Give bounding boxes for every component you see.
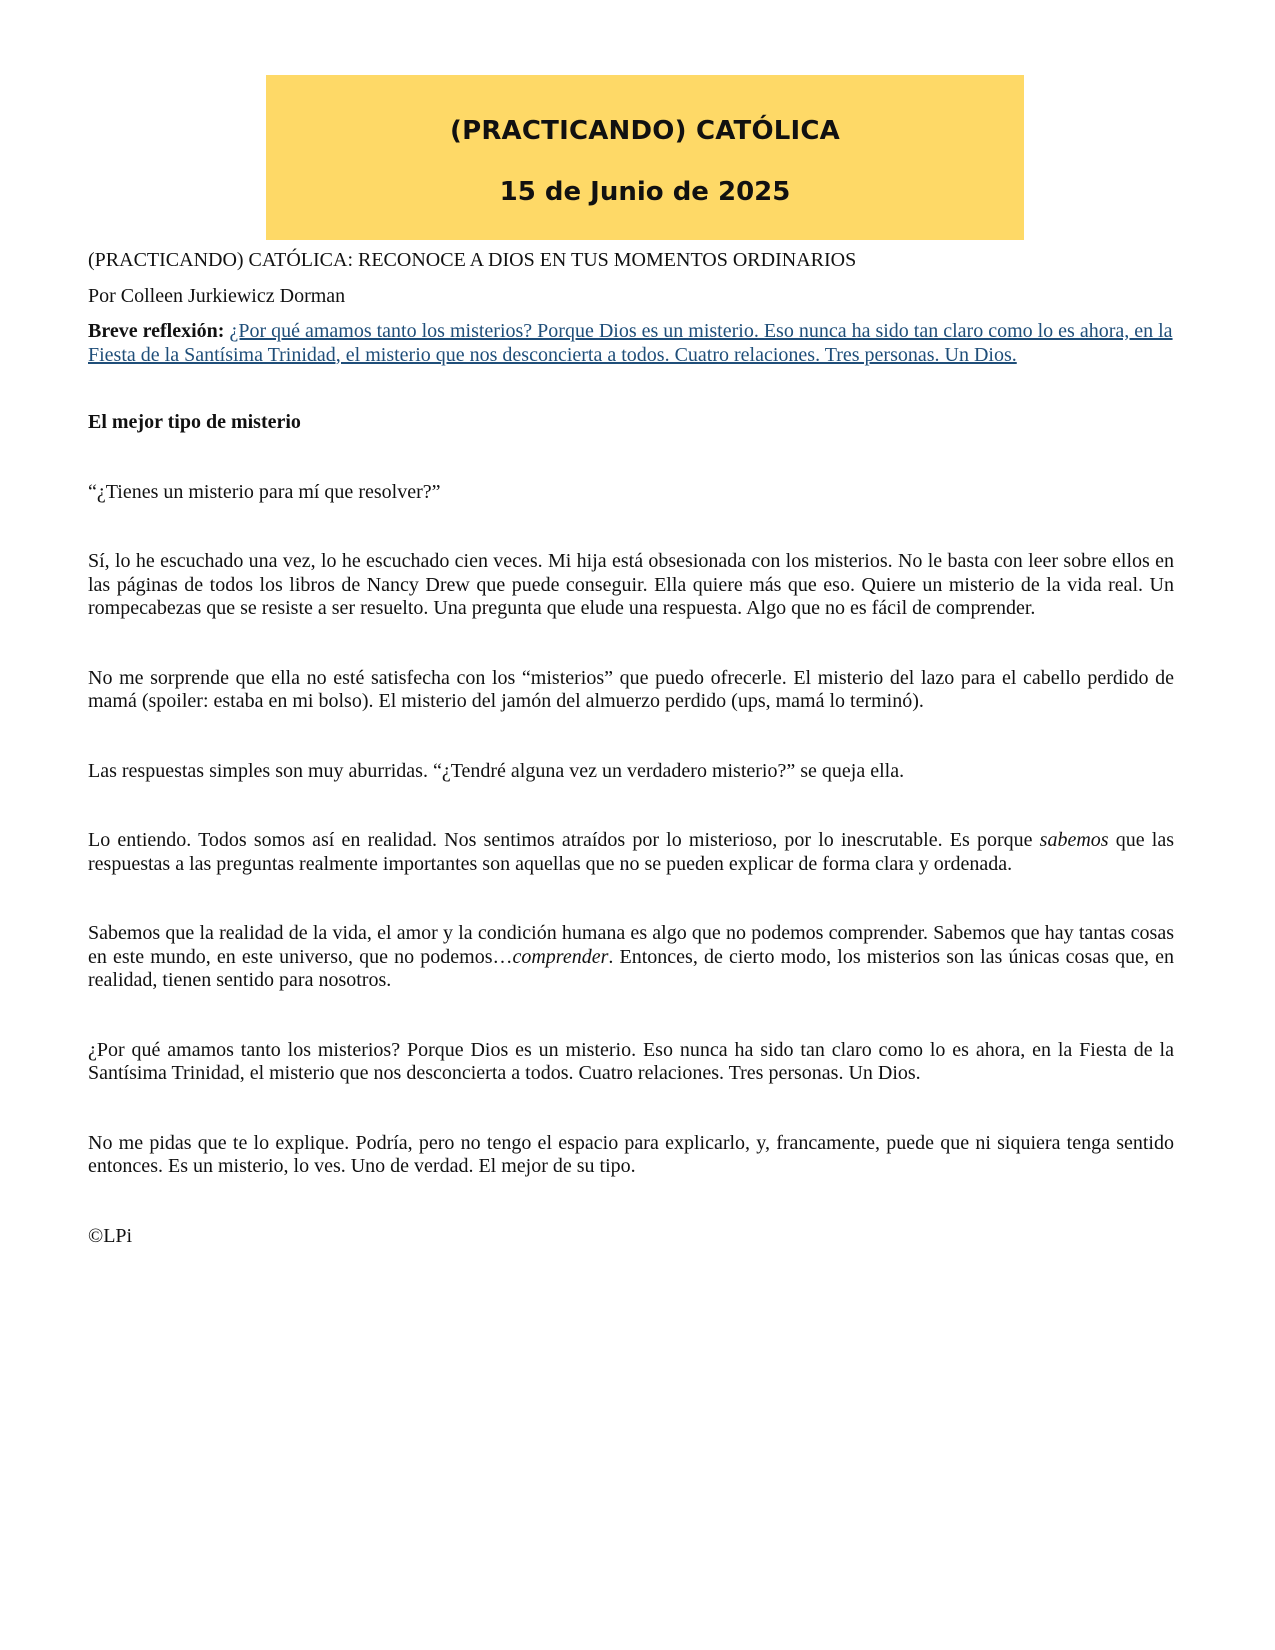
paragraph-5-text-b: . Entonces, de cierto modo, los misterios son las únicas cosas que, en realidad, tienen sentido para nosotros. (88, 945, 1175, 991)
paragraph-7: No me pidas que te lo explique. Podría, pero no tengo el espacio para explicarlo, y, francamente, puede que ni siquiera tenga sentido entonces. Es un misterio, lo ves. Uno de verdad. El mejor de su tipo. (88, 1131, 1174, 1177)
copyright-notice: ©LPi (88, 1224, 133, 1247)
paragraph-4-text-b: que las respuestas a las preguntas realmente importantes son aquellas que no se pueden explicar de forma clara y ordenada. (88, 829, 1174, 875)
paragraph-3: Las respuestas simples son muy aburridas. “¿Tendré alguna vez un verdadero misterio?” se queja ella. (88, 759, 905, 782)
section-title: El mejor tipo de misterio (88, 411, 301, 433)
paragraph-4-emphasis: sabemos (1039, 829, 1109, 851)
article-body (88, 249, 1174, 1248)
paragraph-6: ¿Por qué amamos tanto los misterios? Porque Dios es un misterio. Eso nunca ha sido tan claro como lo es ahora, en la Fiesta de la Santísima Trinidad, el misterio que nos desconcierta a todos. Cuatro relaciones. Tres personas. Un Dios. (88, 1038, 1174, 1084)
paragraph-5 (88, 922, 1174, 993)
paragraph-5-text-a: Sabemos que la realidad de la vida, el amor y la condición humana es algo que no podemos comprender. Sabemos que hay tantas cosas en este mundo, en este universo, que no podemos… (88, 922, 1174, 968)
paragraph-4-text-a: Lo entiendo. Todos somos así en realidad. Nos sentimos atraídos por lo misterioso, por lo inescrutable. Es porque (88, 829, 1040, 851)
brief-reflection (88, 320, 1174, 367)
paragraph-4 (88, 829, 1174, 876)
brief-reflection-link[interactable]: ¿Por qué amamos tanto los misterios? Porque Dios es un misterio. Eso nunca ha sido tan claro como lo es ahora, en la Fiesta de la Santísima Trinidad, el misterio que nos desconcierta a todos. Cuatro relaciones. Tres personas. Un Dios. (88, 320, 1173, 366)
brief-label: Breve reflexión: (88, 320, 225, 342)
paragraph-5-emphasis: comprender (512, 945, 609, 968)
paragraph-2: No me sorprende que ella no esté satisfecha con los “misterios” que puedo ofrecerle. El misterio del lazo para el cabello perdido de mamá (spoiler: estaba en mi bolso). El misterio del jamón del almuerzo perdido (ups, mamá lo terminó). (88, 666, 1174, 712)
banner-date: 15 de Junio de 2025 (499, 177, 791, 207)
paragraph-1: Sí, lo he escuchado una vez, lo he escuchado cien veces. Mi hija está obsesionada con los misterios. No le basta con leer sobre ellos en las páginas de todos los libros de Nancy Drew que puede conseguir. Ella quiere más que eso. Quiere un misterio de la vida real. Un rompecabezas que se resiste a ser resuelto. Una pregunta que elude una respuesta. Algo que no es fácil de comprender. (88, 550, 1174, 619)
banner-title: (PRACTICANDO) CATÓLICA (449, 116, 841, 146)
article-byline: Por Colleen Jurkiewicz Dorman (88, 284, 346, 307)
article-headline: (PRACTICANDO) CATÓLICA: RECONOCE A DIOS EN TUS MOMENTOS ORDINARIOS (88, 249, 857, 271)
opening-quote: “¿Tienes un misterio para mí que resolver?” (88, 480, 441, 503)
header-banner (266, 75, 1024, 240)
